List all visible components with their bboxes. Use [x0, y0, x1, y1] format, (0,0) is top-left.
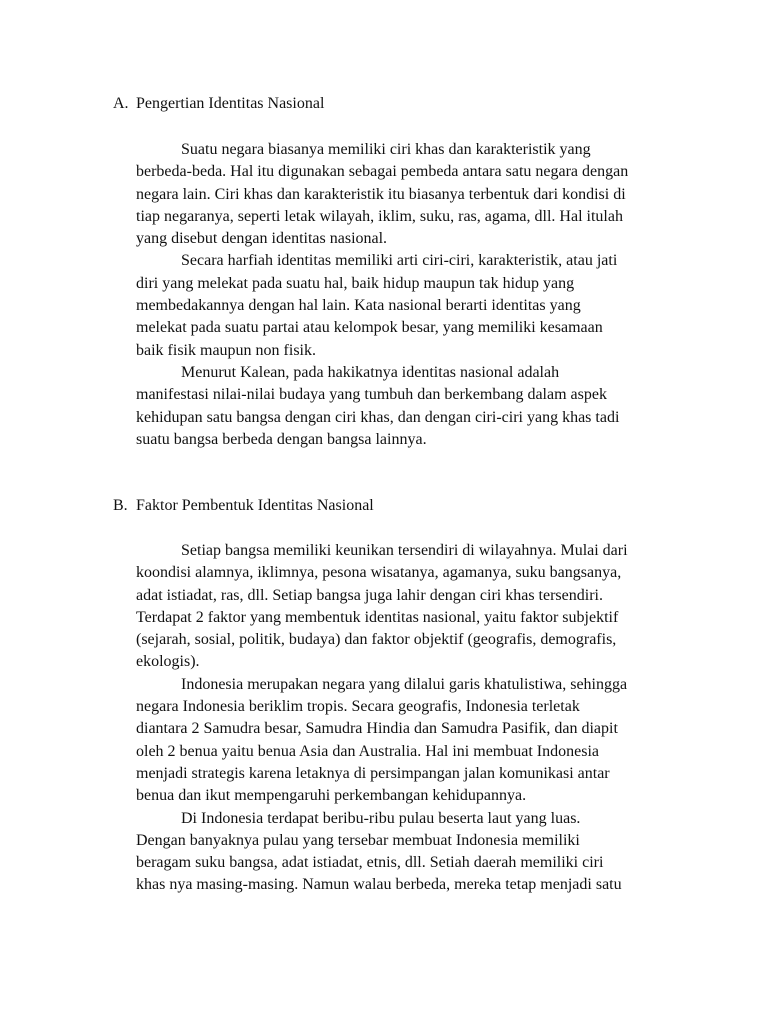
paragraph-line: diri yang melekat pada suatu hal, baik hidup maupun tak hidup yang [136, 274, 575, 292]
paragraph-line: benua dan ikut mempengaruhi perkembangan kehidupannya. [136, 787, 527, 805]
paragraph-line: diantara 2 Samudra besar, Samudra Hindia dan Samudra Pasifik, dan diapit [136, 720, 618, 738]
paragraph-line: melekat pada suatu partai atau kelompok besar, yang memiliki kesamaan [136, 319, 603, 337]
paragraph-line: suatu bangsa berbeda dengan bangsa lainnya. [136, 430, 427, 448]
section-b-letter: B. [113, 497, 128, 514]
section-b-heading [113, 495, 374, 517]
paragraph-line: Menurut Kalean, pada hakikatnya identitas nasional adalah [181, 363, 560, 381]
section-a-letter: A. [113, 95, 129, 112]
paragraph-line: Secara harfiah identitas memiliki arti ciri-ciri, karakteristik, atau jati [181, 252, 618, 270]
paragraph-line: kehidupan satu bangsa dengan ciri khas, dan dengan ciri-ciri yang khas tadi [136, 408, 620, 426]
paragraph-line: menjadi strategis karena letaknya di persimpangan jalan komunikasi antar [136, 764, 610, 782]
paragraph-line: oleh 2 benua yaitu benua Asia dan Australia. Hal ini membuat Indonesia [136, 742, 599, 760]
paragraph-line: negara lain. Ciri khas dan karakteristik itu biasanya terbentuk dari kondisi di [136, 185, 626, 203]
paragraph-line: (sejarah, sosial, politik, budaya) dan faktor objektif (geografis, demografis, [136, 631, 617, 649]
section-b-body [136, 540, 696, 897]
paragraph-line: tiap negaranya, seperti letak wilayah, iklim, suku, ras, agama, dll. Hal itulah [136, 207, 623, 225]
paragraph-line: koondisi alamnya, iklimnya, pesona wisatanya, agamanya, suku bangsanya, [136, 564, 622, 582]
paragraph-line: negara Indonesia beriklim tropis. Secara geografis, Indonesia terletak [136, 698, 580, 716]
section-a-body [136, 139, 696, 451]
paragraph-line: membedakannya dengan hal lain. Kata nasional berarti identitas yang [136, 297, 581, 315]
paragraph-line: beragam suku bangsa, adat istiadat, etnis, dll. Setiah daerah memiliki ciri [136, 854, 604, 872]
paragraph-line: Terdapat 2 faktor yang membentuk identitas nasional, yaitu faktor subjektif [136, 608, 619, 626]
paragraph-line: adat istiadat, ras, dll. Setiap bangsa juga lahir dengan ciri khas tersendiri. [136, 586, 603, 604]
paragraph-line: baik fisik maupun non fisik. [136, 341, 316, 359]
paragraph-line: Indonesia merupakan negara yang dilalui garis khatulistiwa, sehingga [181, 675, 628, 693]
paragraph-line: berbeda-beda. Hal itu digunakan sebagai pembeda antara satu negara dengan [136, 163, 629, 181]
paragraph-line: Dengan banyaknya pulau yang tersebar membuat Indonesia memiliki [136, 831, 580, 849]
paragraph-line: manifestasi nilai-nilai budaya yang tumbuh dan berkembang dalam aspek [136, 386, 607, 404]
paragraph-line: khas nya masing-masing. Namun walau berbeda, mereka tetap menjadi satu [136, 876, 622, 894]
section-b-title: Faktor Pembentuk Identitas Nasional [136, 497, 374, 514]
paragraph-line: Setiap bangsa memiliki keunikan tersendiri di wilayahnya. Mulai dari [181, 542, 628, 559]
paragraph-line: yang disebut dengan identitas nasional. [136, 230, 388, 248]
paragraph-line: Suatu negara biasanya memiliki ciri khas dan karakteristik yang [181, 141, 591, 158]
paragraph-line: ekologis). [136, 653, 200, 671]
paragraph-line: Di Indonesia terdapat beribu-ribu pulau beserta laut yang luas. [181, 809, 581, 827]
section-a-title: Pengertian Identitas Nasional [136, 95, 325, 112]
section-a-heading [113, 93, 324, 115]
